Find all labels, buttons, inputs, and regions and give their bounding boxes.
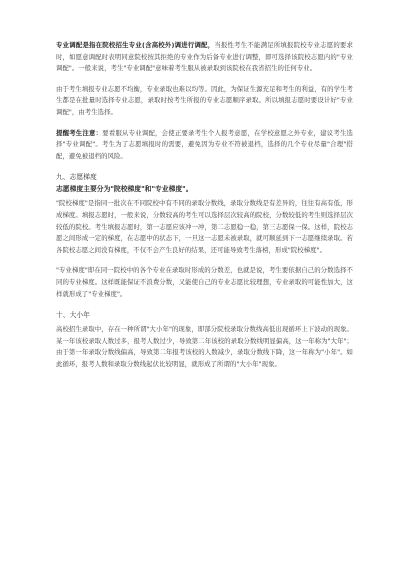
- paragraph-school-gradient: "院校梯度"是指同一批次在不同院校中有不同的录取分数线，录取分数线是有差异的，往往有高有低，形成梯度。填报志愿时，一般来说，分数较高的考生可以选择层次较高的院校，分数较低的考生则选择层次较低的院校。考生填报志愿时，第一志愿应该冲一冲，第二志愿稳一稳，第三志愿保一保。这样，院校志愿之间形成一定的梯度，在志愿中的状态下，一旦这一志愿未被录取，就可顺延到下一志愿继续录取。若各院校志愿之间没有梯度，不仅不会产生良好的结果，还可能导致考生落榜，形成"院校梯度"。: [56, 199, 353, 254]
- paragraph-reminder: [56, 128, 353, 163]
- section-subheading-gradient: 志愿梯度主要分为"院校梯度"和"专业梯度"。: [56, 185, 193, 194]
- paragraph-major-gradient: "专业梯度"即在同一院校中的各个专业在录取时形成的分数差，也就是说，考生要依据自己的分数选择不同的专业梯度。这样既能保证不浪费分数，又能使自己的专业志愿比较理想，专业录取的可能性加大，这样就形成了"专业梯度"。: [56, 266, 353, 298]
- paragraph-lead: 提醒考生注意：: [56, 128, 103, 137]
- paragraph-text: 当报性考生不能满足所填报院校专业志愿的要求时，如愿意调配时表明同意院校按其拒绝的专业作为后备专业进行调整，即可选择该院校志愿内的"专业调配"。一般来说，考生"专业调配"意味着考生服从被录取到该院校在我省招生的任何专业。: [56, 41, 353, 73]
- paragraph-big-small-year: 高校招生录取中，存在一种所谓"大小年"的现象，即部分院校录取分数线高低出现循环上下波动的现象。某一年该校录取人数过多，报考人数过少，导致第二年该校的录取分数线明显偏高，这一年称为"大年"；由于第一年录取分数线偏高，导致第二年报考该校的人数减少，录取分数线下降，这一年称为"小年"。如此循环，报考人数和录取分数线起伏比较明显，就形成了所谓的"大小年"现象。: [56, 325, 353, 368]
- paragraph-text: 要看服从专业调配，会使正要录考生个人报考意愿，在学校意愿之外专业，建议考生选择"专业调配"。考生为了志愿填报时的需要，避免因为专业不符被退档，选择的几个专业尽量"合理"搭配，避免被退档的风险。: [56, 128, 353, 160]
- section-heading-gradient: 九、志愿梯度: [56, 173, 97, 182]
- paragraph-text: 由于考生填报专业志愿不均衡，专业录取也难以均等。因此，为保证生源充足和考生的利益，有的学生考生都是在批量时选择专业志愿，录取时按考生所报的专业志愿顺序录取。所以填报志愿时要设计好"专业调配"，由考生选择。: [56, 84, 353, 116]
- paragraph-major-adjustment: [56, 40, 353, 75]
- paragraph-major-balance: [56, 84, 353, 119]
- paragraph-lead: 专业调配是指在院校招生专业(含高校外)调进行调配，: [56, 41, 215, 49]
- section-heading-big-small-year: 十、大小年: [56, 311, 90, 320]
